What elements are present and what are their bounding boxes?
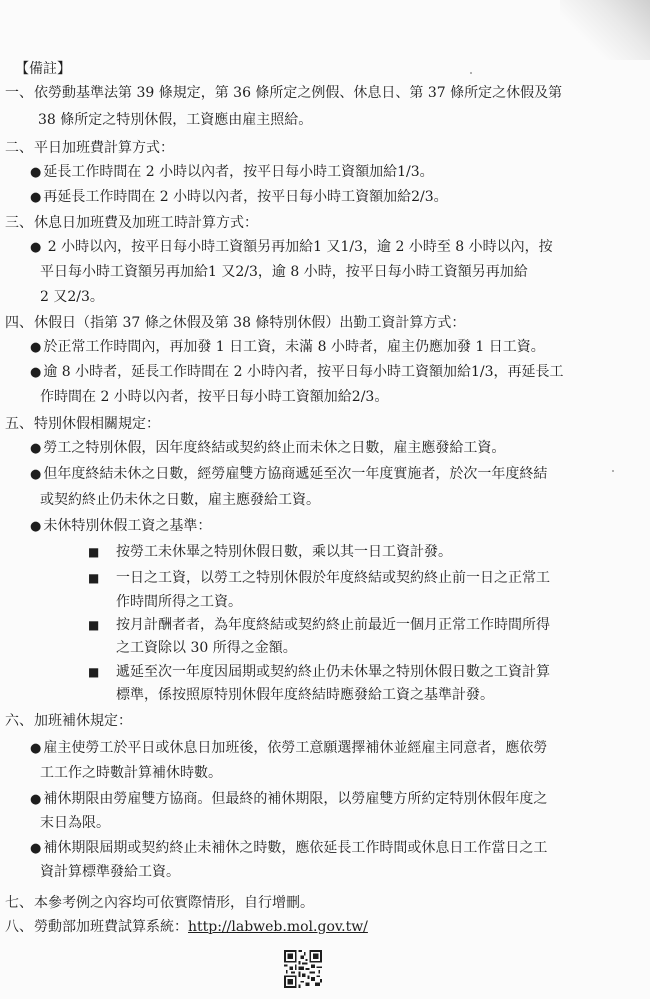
labweb-link[interactable]: http://labweb.mol.gov.tw/ xyxy=(188,919,368,935)
section-3-bullet-1-line-1: ● 2 小時以內，按平日每小時工資額另再加給1 又1/3，逾 2 小時至 8 小時以內，按 xyxy=(30,239,553,255)
section-6-title: 加班補休規定： xyxy=(34,713,132,729)
section-8-number: 八、 xyxy=(5,919,33,935)
section-5-sub-1: 按勞工未休畢之特別休假日數，乘以其一日工資計發。 xyxy=(116,544,452,560)
bullet-icon: ● xyxy=(30,519,42,534)
section-4-title: 休假日（指第 37 條之休假及第 38 條特別休假）出勤工資計算方式： xyxy=(34,315,466,331)
section-5-sub-4-line-1: 遞延至次一年度因屆期或契約終止仍未休畢之特別休假日數之工資計算 xyxy=(116,664,550,680)
square-bullet-icon: ■ xyxy=(88,545,100,559)
section-2-bullet-2: ● 再延長工作時間在 2 小時以內者，按平日每小時工資額加給2/3。 xyxy=(30,189,448,205)
section-4-bullet-1: ● 於正常工作時間內，再加發 1 日工資，未滿 8 小時者，雇主仍應加發 1 日工資。 xyxy=(30,339,545,355)
bullet-icon: ● xyxy=(30,365,42,380)
scan-speck xyxy=(612,470,614,472)
bullet-icon: ● xyxy=(30,190,42,205)
section-5-bullet-3: ● 未休特別休假工資之基準： xyxy=(30,518,212,534)
section-4-bullet-2-line-1: ● 逾 8 小時者，延長工作時間在 2 小時內者，按平日每小時工資額加給1/3，再延長工 xyxy=(30,364,564,380)
section-6-bullet-1-line-1: ● 雇主使勞工於平日或休息日加班後，依勞工意願選擇補休並經雇主同意者，應依勞 xyxy=(30,740,548,756)
bullet-icon: ● xyxy=(30,441,42,456)
section-3-bullet-1-line-3: 2 又2/3。 xyxy=(40,289,104,305)
section-3-bullet-1-line-2: 平日每小時工資額另再加給1 又2/3，逾 8 小時，按平日每小時工資額另再加給 xyxy=(40,264,528,280)
square-bullet-icon: ■ xyxy=(88,618,100,632)
section-2-bullet-1: ● 延長工作時間在 2 小時以內者，按平日每小時工資額加給1/3。 xyxy=(30,164,434,180)
section-7-text: 本參考例之內容均可依實際情形，自行增刪。 xyxy=(34,895,314,911)
section-7-number: 七、 xyxy=(5,895,33,911)
section-6-bullet-1-line-2: 工工作之時數計算補休時數。 xyxy=(40,765,222,781)
bullet-icon: ● xyxy=(30,240,42,255)
section-3-number: 三、 xyxy=(5,215,33,231)
section-2-title: 平日加班費計算方式： xyxy=(34,140,174,156)
section-5-sub-4-line-2: 標準，係按照原特別休假年度終結時應發給工資之基準計發。 xyxy=(116,687,494,703)
square-bullet-icon: ■ xyxy=(88,665,100,679)
bullet-icon: ● xyxy=(30,841,42,856)
section-5-sub-2-line-1: 一日之工資，以勞工之特別休假於年度終結或契約終止前一日之正常工 xyxy=(116,570,550,586)
qr-code-icon xyxy=(284,950,322,988)
section-2-number: 二、 xyxy=(5,140,33,156)
section-5-sub-3-line-2: 之工資除以 30 所得之金額。 xyxy=(116,640,297,656)
section-6-bullet-3-line-1: ● 補休期限屆期或契約終止未補休之時數，應依延長工作時間或休息日工作當日之工 xyxy=(30,840,548,856)
section-5-sub-3-line-1: 按月計酬者者，為年度終結或契約終止前最近一個月正常工作時間所得 xyxy=(116,617,550,633)
section-6-bullet-3-line-2: 資計算標準發給工資。 xyxy=(40,864,180,880)
section-1-number: 一、 xyxy=(5,85,33,101)
section-5-bullet-1: ● 勞工之特別休假，因年度終結或契約終止而未休之日數，雇主應發給工資。 xyxy=(30,440,506,456)
bullet-icon: ● xyxy=(30,792,42,807)
section-1-line-2: 38 條所定之特別休假，工資應由雇主照給。 xyxy=(38,112,313,128)
section-5-title: 特別休假相關規定： xyxy=(34,416,160,432)
bullet-icon: ● xyxy=(30,165,42,180)
bullet-icon: ● xyxy=(30,467,42,482)
section-5-number: 五、 xyxy=(5,416,33,432)
section-4-bullet-2-line-2: 作時間在 2 小時以內者，按平日每小時工資額加給2/3。 xyxy=(40,389,389,405)
section-8-text: 勞動部加班費試算系統：http://labweb.mol.gov.tw/ xyxy=(34,919,368,935)
section-1-line-1: 依勞動基準法第 39 條規定，第 36 條所定之例假、休息日、第 37 條所定之休假及第 xyxy=(34,85,563,101)
bullet-icon: ● xyxy=(30,741,42,756)
notes-heading: 【備註】 xyxy=(15,61,71,77)
section-5-bullet-2-line-1: ● 但年度終結未休之日數，經勞雇雙方協商遞延至次一年度實施者，於次一年度終結 xyxy=(30,466,548,482)
section-4-number: 四、 xyxy=(5,315,33,331)
section-6-number: 六、 xyxy=(5,713,33,729)
section-5-sub-2-line-2: 作時間所得之工資。 xyxy=(116,594,242,610)
section-5-bullet-2-line-2: 或契約終止仍未休之日數，雇主應發給工資。 xyxy=(40,492,320,508)
square-bullet-icon: ■ xyxy=(88,571,100,585)
section-6-bullet-2-line-2: 末日為限。 xyxy=(40,815,110,831)
section-6-bullet-2-line-1: ● 補休期限由勞雇雙方協商。但最終的補休期限，以勞雇雙方所約定特別休假年度之 xyxy=(30,791,548,807)
bullet-icon: ● xyxy=(30,340,42,355)
section-3-title: 休息日加班費及加班工時計算方式： xyxy=(34,215,258,231)
scan-speck xyxy=(470,72,472,74)
